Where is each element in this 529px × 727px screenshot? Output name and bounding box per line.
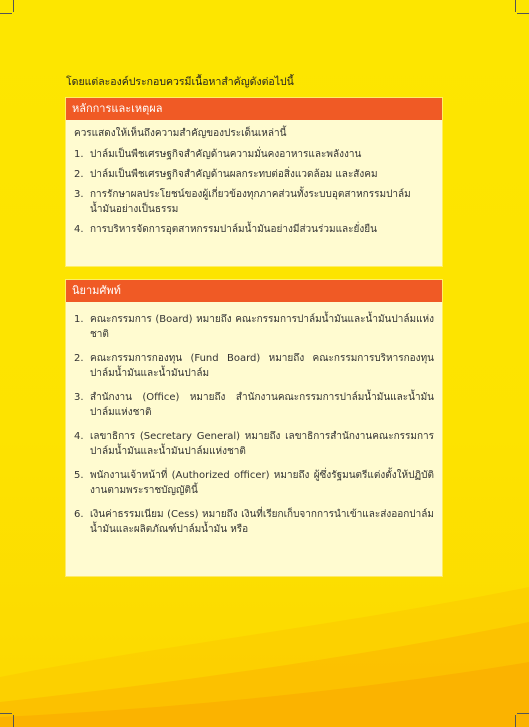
crop-mark (517, 13, 529, 14)
list-item: 4. การบริหารจัดการอุตสาหกรรมปาล์มน้ำมันอย่างมีส่วนร่วมและยั่งยืน (74, 224, 377, 235)
list-item: 1. ปาล์มเป็นพืชเศรษฐกิจสำคัญด้านความมั่นคงอาหารและพลังงาน (74, 149, 362, 160)
crop-mark (13, 715, 14, 727)
principles-body (66, 120, 442, 246)
crop-mark (515, 0, 516, 12)
definitions-title: นิยามศัพท์ (66, 280, 442, 302)
list-item: 3. การรักษาผลประโยชน์ของผู้เกี่ยวข้องทุกภาคส่วนทั้งระบบอุตสาหกรรมปาล์มน้ำมันอย่างเป็นธรรม (74, 189, 411, 215)
list-item: 3. สำนักงาน (Office) หมายถึง สำนักงานคณะกรรมการปาล์มน้ำมันและน้ำมันปาล์มแห่งชาติ (74, 392, 434, 418)
list-item: 2. ปาล์มเป็นพืชเศรษฐกิจสำคัญด้านผลกระทบต่อสิ่งแวดล้อม และสังคม (74, 169, 378, 180)
crop-mark (0, 13, 12, 14)
list-item: 1. คณะกรรมการ (Board) หมายถึง คณะกรรมการปาล์มน้ำมันและน้ำมันปาล์มแห่งชาติ (74, 314, 434, 340)
crop-mark (517, 713, 529, 714)
list-item: 5. พนักงานเจ้าหน้าที่ (Authorized officer) หมายถึง ผู้ซึ่งรัฐมนตรีแต่งตั้งให้ปฏิบัติงานตามพระราชบัญญัตินี้ (74, 470, 434, 496)
definitions-list (74, 312, 434, 537)
decorative-wave (0, 587, 529, 727)
crop-mark (0, 713, 12, 714)
crop-mark (13, 0, 14, 12)
list-item: 4. เลขาธิการ (Secretary General) หมายถึง เลขาธิการสำนักงานคณะกรรมการปาล์มน้ำมันและน้ำมันปาล์มแห่งชาติ (74, 431, 434, 457)
intro-text: โดยแต่ละองค์ประกอบควรมีเนื้อหาสำคัญดังต่อไปนี้ (66, 76, 294, 88)
list-item: 6. เงินค่าธรรมเนียม (Cess) หมายถึง เงินที่เรียกเก็บจากการนำเข้าและส่งออกปาล์มน้ำมันและผลิตภัณฑ์ปาล์มน้ำมัน หรือ (74, 509, 434, 535)
definitions-card (66, 280, 442, 576)
definitions-body (66, 302, 442, 550)
crop-mark (515, 715, 516, 727)
principles-lead: ควรแสดงให้เห็นถึงความสำคัญของประเด็นเหล่านี้ (74, 128, 287, 139)
principles-title: หลักการและเหตุผล (66, 98, 442, 120)
principles-list (74, 147, 434, 237)
principles-card (66, 98, 442, 266)
list-item: 2. คณะกรรมการกองทุน (Fund Board) หมายถึง คณะกรรมการบริหารกองทุนปาล์มน้ำมันและน้ำมันปาล์ม (74, 353, 434, 379)
